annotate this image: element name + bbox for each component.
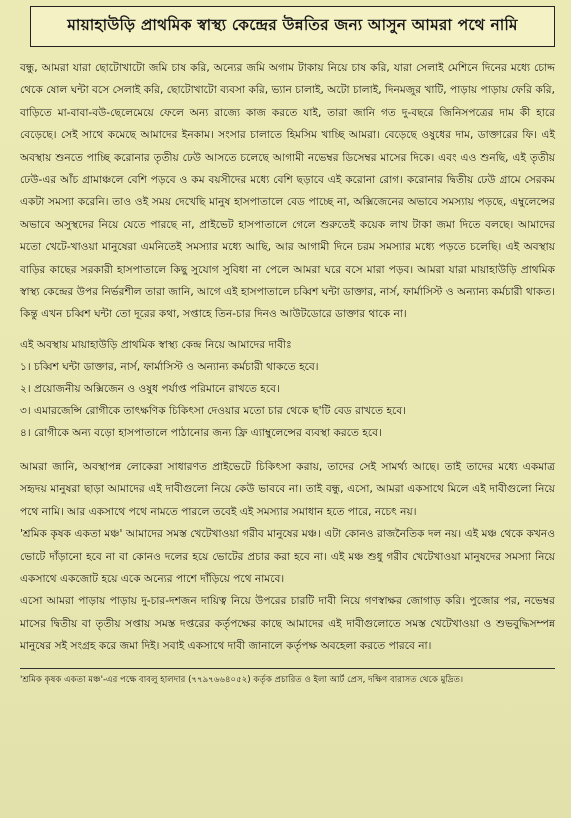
demands-heading: এই অবস্থায় মায়াহাউড়ি প্রাথমিক স্বাস্থ্য কেন্দ্র নিয়ে আমাদের দাবীঃ (20, 338, 292, 351)
closing-paragraph-1: আমরা জানি, অবস্থাপন্ন লোকেরা সাধারণত প্রাইভেটে চিকিৎসা করায়, তাদের সেই সামর্থ্য আছে। তাই তাদের মধ্যে একমাত্র সহৃদয় মানুষরা ছাড়া আমাদের এই দাবীগুলো নিয়ে কেউ ভাববে না। তাই বন্ধু, এসো, আমরা একসাথে মিলে এই দাবীগুলো নিয়ে পথে নামি। আর একসাথে পথে নামতে পারলে তবেই এই সমস্যার সমাধান হতে পারে, নচেৎ নয়। (20, 460, 555, 518)
demand-item-2: ২। প্রয়োজনীয় অক্সিজেন ও ওষুধ পর্যাপ্ত পরিমানে রাখতে হবে। (20, 382, 280, 395)
closing-paragraph-2: 'শ্রমিক কৃষক একতা মঞ্চ' আমাদের সমস্ত খেটেখাওয়া গরীব মানুষের মঞ্চ। এটা কোনও রাজনৈতিক দল নয়। এই মঞ্চ থেকে কখনও ভোটে দাঁড়ানো হবে না বা কোনও দলের হয়ে ভোটের প্রচার করা হবে না। এই মঞ্চ শুধু গরীব খেটেখাওয়া মানুষদের সমস্যা নিয়ে একসাথে একজোট হয়ে একে অন্যের পাশে দাঁড়িয়ে পথে নামবে। (20, 528, 555, 585)
footer-credit: 'শ্রমিক কৃষক একতা মঞ্চ'-এর পক্ষে বাবলু হালদার (৭৭৯৭৬৬৪০৫২) কর্তৃক প্রচারিত ও ইলা আর্ট প্রেস, দক্ষিণ বারাসত থেকে মুদ্রিত। (20, 674, 464, 685)
demand-item-1: ১। চব্বিশ ঘন্টা ডাক্তার, নার্স, ফার্মাসিস্ট ও অন্যান্য কর্মচারী থাকতে হবে। (20, 360, 319, 373)
closing-paragraph-3: এসো আমরা পাড়ায় পাড়ায় দু-চার-দশজন দায়িত্ব নিয়ে উপরের চারটি দাবী নিয়ে গণস্বাক্ষর জোগাড় করি। পুজোর পর, নভেম্বর মাসের দ্বিতীয় বা তৃতীয় সপ্তায় সমস্ত দপ্তরের কর্তৃপক্ষের কাছে আমাদের এই দাবীগুলোতে সমস্ত খেটেখাওয়া ও শুভবুদ্ধিসম্পন্ন মানুষের সই সংগ্রহ করে জমা দিই। সবাই একসাথে দাবী জানালে কর্তৃপক্ষ অবহেলা করতে পারবে না। (20, 595, 555, 653)
spacer (20, 326, 555, 334)
intro-paragraph: বন্ধু, আমরা যারা ছোটোখাটো জমি চাষ করি, অন্যের জমি অগাম টাকায় নিয়ে চাষ করি, যারা সেলাই মেশিনে দিনের মধ্যে চোদ্দ থেকে ষোল ঘন্টা বসে সেলাই করি, ছোটোখাটো ব্যবসা করি, ভ্যান চালাই, অটো চালাই, দিনমজুর খাটি, পাড়ায় পাড়ায় ফেরি করি, বাড়িতে মা-বাবা-বউ-ছেলেমেয়ে ফেলে অন্য রাজ্যে কাজ করতে যাই, তারা জানি গত দু-বছরে জিনিসপত্রের দাম কী হারে বেড়েছে। সেই সাথে কমেছে আমাদের ইনকাম। সংসার চালাতে হিমসিম খাচ্ছি আমরা। বেড়েছে ওষুধের দাম, ডাক্তারের ফি। এই অবস্থায় শুনতে পাচ্ছি করোনার তৃতীয় ঢেউ আসতে চলেছে আগামী নভেম্বর ডিসেম্বর মাসের দিকে। এবং এও শুনছি, এই তৃতীয় ঢেউ-এর আঁচ গ্রামাঞ্চলে বেশি পড়বে ও কম বয়সীদের মধ্যে বেশি ছড়াবে এই করোনা রোগ। করোনার দ্বিতীয় ঢেউ গ্রামে সেরকম একটা সমস্যা করেনি। তাও ওই সময় দেখেছি মানুষ হাসপাতালে বেড পাচ্ছে না, অক্সিজেনের অভাবে সমস্যায় পড়ছে, এম্বুলেন্সের অভাবে অসুস্থদের নিয়ে যেতে পারছে না, প্রাইভেট হাসপাতালে গেলে শুরুতেই কয়েক লাখ টাকা জমা দিতে বলছে। আমাদের মতো খেটে-খাওয়া মানুষেরা এমনিতেই সমস্যার মধ্যে আছি, আর আগামী দিনে চরম সমস্যার মধ্যে পড়তে চলেছি। এই অবস্থায় বাড়ির কাছের সরকারী হাসপাতালে কিছু সুযোগ সুবিধা না পেলে আমরা ঘরে বসে মারা পড়ব। আমরা যারা মায়াহাউড়ি প্রাথমিক স্বাস্থ্য কেন্দ্রের উপর নির্ভরশীল তারা জানি, আগে এই হাসপাতালে চব্বিশ ঘন্টা ডাক্তার, নার্স, ফার্মাসিস্ট ও অন্যান্য কর্মচারী থাকত। কিন্তু এখন চব্বিশ ঘন্টা তো দূরের কথা, সপ্তাহে তিন-চার দিনও আউটডোরে ডাক্তার থাকে না। (20, 62, 555, 321)
demand-item-4: ৪। রোগীকে অন্য বড়ো হাসপাতালে পাঠানোর জন্য ফ্রি এ্যাম্বুলেন্সের ব্যবস্থা করতে হবে। (20, 426, 382, 439)
demands-list (20, 356, 555, 444)
footer-divider (20, 668, 555, 669)
demand-item-3: ৩। এমারজেন্সি রোগীকে তাৎক্ষণিক চিকিৎসা দেওয়ার মতো চার থেকে ছ'টি বেড রাখতে হবে। (20, 404, 407, 417)
leaflet-title: মায়াহাউড়ি প্রাথমিক স্বাস্থ্য কেন্দ্রের উন্নতির জন্য আসুন আমরা পথে নামি (30, 6, 555, 47)
spacer (20, 444, 555, 456)
